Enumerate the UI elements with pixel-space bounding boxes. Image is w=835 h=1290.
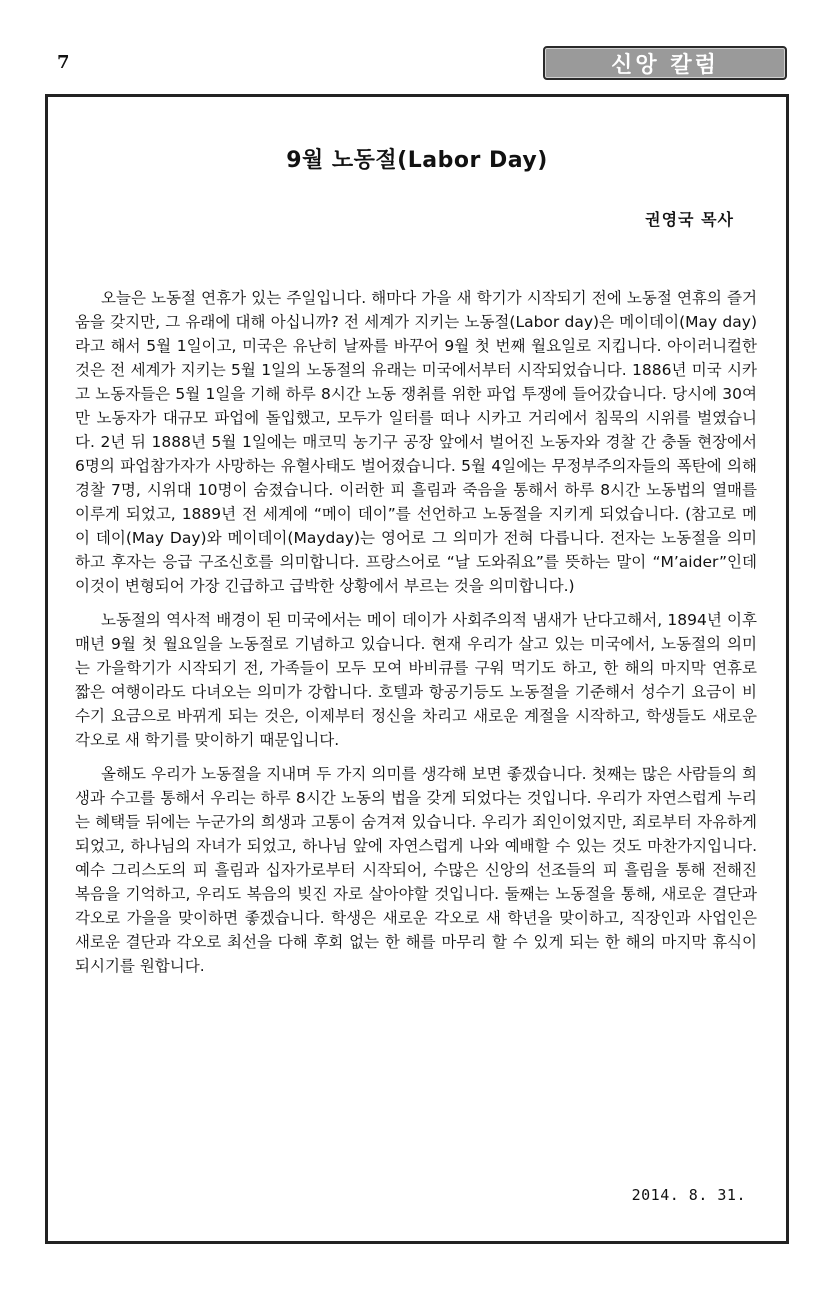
paragraph-3: 올해도 우리가 노동절을 지내며 두 가지 의미를 생각해 보면 좋겠습니다. 첫째는 많은 사람들의 희생과 수고를 통해서 우리는 하루 8시간 노동의 법을 갖게 되었다는 것입니다. 우리가 자연스럽게 누리는 혜택들 뒤에는 누군가의 희생과 고통이 숨겨져 있습니다. 우리가 죄인이었지만, 죄로부터 자유하게 되었고, 하나님의 자녀가 되었고, 하나님 앞에 자연스럽게 나와 예배할 수 있는 것도 마찬가지입니다. 예수 그리스도의 피 흘림과 십자가로부터 시작되어, 수많은 신앙의 선조들의 피 흘림을 통해 전해진 복음을 기억하고, 우리도 복음의 빚진 자로 살아야할 것입니다. 둘째는 노동절을 통해, 새로운 결단과 각오로 가을을 맞이하면 좋겠습니다. 학생은 새로운 각오로 새 학년을 맞이하고, 직장인과 사업인은 새로운 결단과 각오로 최선을 다해 후회 없는 한 해를 마무리 할 수 있게 되는 한 해의 마지막 휴식이 되시기를 원합니다.: [75, 765, 757, 975]
article-title: 9월 노동절(Labor Day): [286, 148, 548, 173]
paragraph-1: 오늘은 노동절 연휴가 있는 주일입니다. 해마다 가을 새 학기가 시작되기 전에 노동절 연휴의 즐거움을 갖지만, 그 유래에 대해 아십니까? 전 세계가 지키는 노동절(Labor day)은 메이데이(May day)라고 해서 5월 1일이고, 미국은 유난히 날짜를 바꾸어 9월 첫 번째 월요일로 지킵니다. 아이러니컬한 것은 전 세계가 지키는 5월 1일의 노동절의 유래는 미국에서부터 시작되었습니다. 1886년 미국 시카고 노동자들은 5월 1일을 기해 하루 8시간 노동 쟁취를 위한 파업 투쟁에 들어갔습니다. 당시에 30여만 노동자가 대규모 파업에 돌입했고, 모두가 일터를 떠나 시카고 거리에서 침묵의 시위를 벌였습니다. 2년 뒤 1888년 5월 1일에는 매코믹 농기구 공장 앞에서 벌어진 노동자와 경찰 간 충돌 현장에서 6명의 파업참가자가 사망하는 유혈사태도 벌어졌습니다. 5월 4일에는 무정부주의자들의 폭탄에 의해 경찰 7명, 시위대 10명이 숨졌습니다. 이러한 피 흘림과 죽음을 통해서 하루 8시간 노동법의 열매를 이루게 되었고, 1889년 전 세계에 “메이 데이”를 선언하고 노동절을 지키게 되었습니다. (참고로 메이 데이(May Day)와 메이데이(Mayday)는 영어로 그 의미가 전혀 다릅니다. 전자는 노동절을 의미하고 후자는 응급 구조신호를 의미합니다. 프랑스어로 “날 도와줘요”를 뜻하는 말이 “M’aider”인데 이것이 변형되어 가장 긴급하고 급박한 상황에서 부르는 것을 의미합니다.): [75, 289, 757, 595]
article-date: 2014. 8. 31.: [631, 1186, 746, 1204]
page-number: 7: [57, 52, 70, 73]
section-label: 신앙 칼럼: [543, 46, 787, 80]
article-body: [75, 286, 757, 988]
article-author: 권영국 목사: [645, 210, 734, 229]
article-frame: [45, 94, 789, 1244]
paragraph-2: 노동절의 역사적 배경이 된 미국에서는 메이 데이가 사회주의적 냄새가 난다고해서, 1894년 이후 매년 9월 첫 월요일을 노동절로 기념하고 있습니다. 현재 우리가 살고 있는 미국에서, 노동절의 의미는 가을학기가 시작되기 전, 가족들이 모두 모여 바비큐를 구워 먹기도 하고, 한 해의 마지막 연휴로 짧은 여행이라도 다녀오는 의미가 강합니다. 호텔과 항공기등도 노동절을 기준해서 성수기 요금이 비수기 요금으로 바뀌게 되는 것은, 이제부터 정신을 차리고 새로운 계절을 시작하고, 학생들도 새로운 각오로 새 학기를 맞이하기 때문입니다.: [75, 611, 757, 749]
